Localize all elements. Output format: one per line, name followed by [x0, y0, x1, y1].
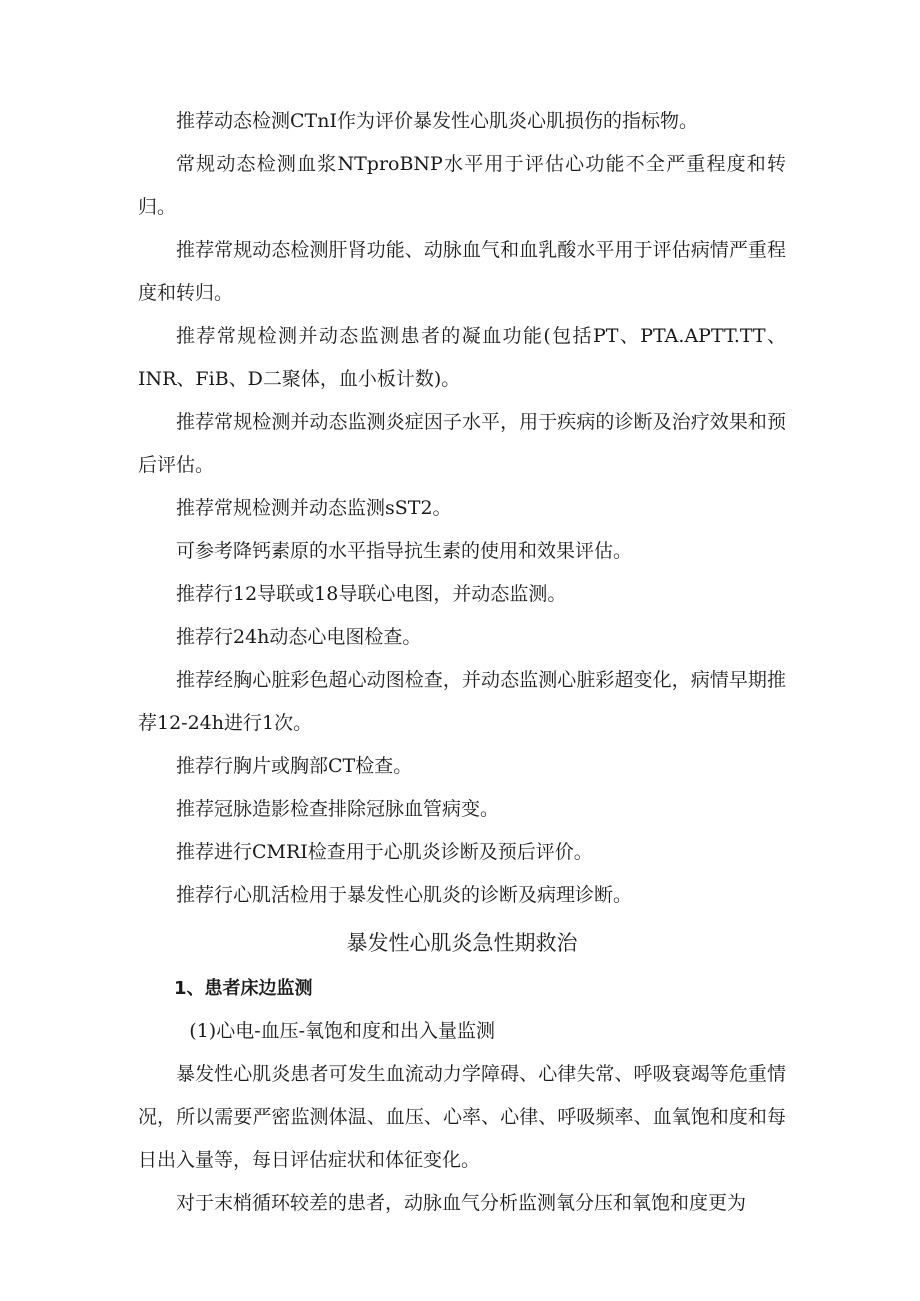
paragraph: 推荐常规检测并动态监测sST2。: [176, 497, 452, 519]
document-body: [138, 100, 786, 1225]
paragraph: 推荐行心肌活检用于暴发性心肌炎的诊断及病理诊断。: [176, 884, 633, 906]
paragraph: 可参考降钙素原的水平指导抗生素的使用和效果评估。: [176, 540, 633, 562]
paragraph: 推荐常规检测并动态监测炎症因子水平，用于疾病的诊断及治疗效果和预后评估。: [138, 411, 786, 476]
paragraph: 推荐动态检测CTnI作为评价暴发性心肌炎心肌损伤的指标物。: [176, 110, 698, 132]
paragraph: 推荐行12导联或18导联心电图，并动态监测。: [176, 583, 567, 605]
paragraph: 推荐经胸心脏彩色超心动图检查，并动态监测心脏彩超变化，病情早期推荐12-24h进行1次。: [138, 669, 786, 734]
paragraph: 暴发性心肌炎患者可发生血流动力学障碍、心律失常、呼吸衰竭等危重情况，所以需要严密监测体温、血压、心率、心律、呼吸频率、血氧饱和度和每日出入量等，每日评估症状和体征变化。: [138, 1063, 786, 1171]
item-heading: (1)心电-血压-氧饱和度和出入量监测: [189, 1020, 496, 1042]
subsection-heading: 1、患者床边监测: [174, 978, 313, 999]
paragraph: 推荐常规检测并动态监测患者的凝血功能(包括PT、PTA.APTT.TT、INR、FiB、D二聚体，血小板计数)。: [138, 325, 786, 390]
paragraph: 常规动态检测血浆NTproBNP水平用于评估心功能不全严重程度和转归。: [138, 153, 786, 218]
paragraph: 推荐行24h动态心电图检查。: [176, 626, 422, 648]
paragraph: 推荐进行CMRI检查用于心肌炎诊断及预后评价。: [176, 841, 593, 863]
paragraph: 推荐行胸片或胸部CT检查。: [176, 755, 413, 777]
paragraph: 推荐冠脉造影检查排除冠脉血管病变。: [176, 798, 500, 820]
section-heading: 暴发性心肌炎急性期救治: [346, 931, 578, 955]
paragraph: 推荐常规动态检测肝肾功能、动脉血气和血乳酸水平用于评估病情严重程度和转归。: [138, 239, 786, 304]
paragraph: 对于末梢循环较差的患者，动脉血气分析监测氧分压和氧饱和度更为: [176, 1192, 747, 1214]
